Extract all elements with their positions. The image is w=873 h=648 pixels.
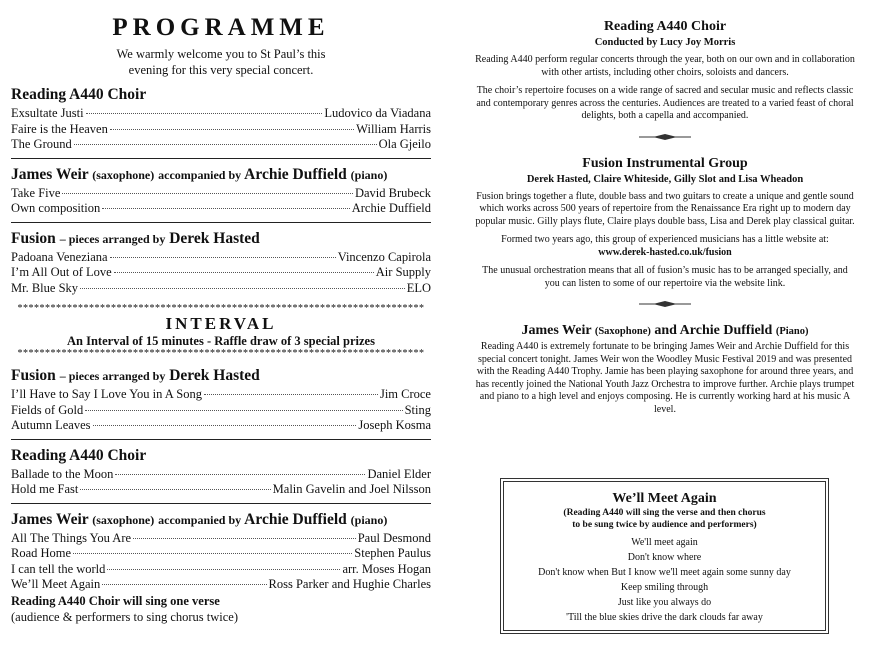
- dot-leader: [86, 113, 323, 114]
- programme-item: [11, 467, 431, 483]
- programme-item: [11, 201, 431, 217]
- performer-name: Archie Duffield: [244, 165, 347, 183]
- performer-role: (Saxophone): [594, 326, 651, 337]
- piece-title: Hold me Fast: [11, 482, 79, 496]
- dot-leader: [102, 208, 350, 209]
- heading-joiner: and: [654, 323, 677, 338]
- programme-item: [11, 186, 431, 202]
- about-fusion-paragraph-3: The unusual orchestration means that all of fusion’s music has to be arranged specially, and you can listen to some of our repertoire via the website link.: [482, 265, 848, 289]
- piece-title: Exsultate Justi: [11, 106, 84, 120]
- programme-list-duo-2: [11, 531, 431, 593]
- choir-verse-note: Reading A440 Choir will sing one verse: [11, 593, 220, 608]
- song-instructions-line-2: to be sung twice by audience and performers): [572, 520, 757, 530]
- arranger-name: Derek Hasted: [169, 229, 260, 247]
- dot-leader: [80, 288, 405, 289]
- piece-title: Faire is the Heaven: [11, 121, 108, 136]
- piece-title: Fields of Gold: [11, 402, 84, 417]
- composer-name: Sting: [404, 402, 431, 417]
- composer-name: Vincenzo Capirola: [337, 249, 431, 264]
- heading-note: – pieces arranged by: [59, 231, 166, 246]
- welcome-text: [11, 46, 431, 78]
- divider: [11, 158, 431, 159]
- programme-item: [11, 531, 431, 547]
- programme-list-choir-1: [11, 106, 431, 153]
- ornament-divider-icon: [475, 300, 855, 308]
- piece-title: Padoana Veneziana: [11, 249, 108, 264]
- star-divider: **************************************************************************: [17, 349, 425, 359]
- performer-name: Archie Duffield: [679, 323, 773, 338]
- song-instructions: [504, 507, 825, 531]
- welcome-line-1: We warmly welcome you to St Paul’s this: [116, 47, 326, 61]
- star-divider: **************************************************************************: [17, 304, 425, 314]
- piece-title: The Ground: [11, 137, 72, 151]
- performer-name: Archie Duffield: [244, 510, 347, 528]
- heading-joiner: accompanied by: [158, 167, 242, 182]
- divider: [11, 439, 431, 440]
- ornament-divider-icon: [475, 133, 855, 141]
- section-heading-choir-1: Reading A440 Choir: [11, 86, 147, 103]
- composer-name: Ludovico da Viadana: [324, 106, 431, 120]
- about-fusion-paragraph-2: Formed two years ago, this group of experienced musicians has a little website at:: [501, 234, 829, 245]
- programme-list-fusion-2: [11, 387, 431, 434]
- welcome-line-2: evening for this very special concert.: [128, 63, 314, 77]
- interval-note: An Interval of 15 minutes - Raffle draw of 3 special prizes: [67, 334, 375, 348]
- programme-item: [11, 137, 431, 153]
- dot-leader: [133, 538, 356, 539]
- group-name: Fusion: [11, 367, 56, 384]
- group-name: Fusion: [11, 229, 56, 247]
- programme-item: [11, 482, 431, 498]
- composer-name: ELO: [406, 280, 431, 295]
- section-heading-duo-2: [11, 511, 431, 529]
- piece-title: I’ll Have to Say I Love You in A Song: [11, 387, 202, 401]
- arranger-name: Derek Hasted: [169, 367, 260, 384]
- lyric-line: Keep smiling through: [620, 582, 709, 593]
- composer-name: William Harris: [356, 121, 431, 136]
- fusion-website-link[interactable]: www.derek-hasted.co.uk/fusion: [598, 246, 732, 258]
- lyric-line: Don't know when But I know we'll meet again some sunny day: [538, 567, 791, 578]
- performer-name: James Weir: [521, 323, 592, 338]
- piece-title: Road Home: [11, 546, 72, 560]
- programme-item: [11, 122, 431, 138]
- programme-item: [11, 265, 431, 281]
- piece-title: Mr. Blue Sky: [11, 280, 79, 295]
- composer-name: Daniel Elder: [367, 466, 431, 481]
- piece-title: Take Five: [11, 185, 61, 200]
- song-instructions-line-1: (Reading A440 will sing the verse and then chorus: [563, 508, 766, 518]
- about-duo-heading: [475, 322, 855, 341]
- performer-name: James Weir: [11, 510, 89, 528]
- piece-title: We’ll Meet Again: [11, 577, 101, 591]
- song-lyrics-box: [503, 481, 826, 631]
- programme-item: [11, 106, 431, 122]
- section-heading-fusion-1: [11, 230, 431, 248]
- performer-role: (saxophone): [92, 167, 155, 182]
- dot-leader: [204, 394, 378, 395]
- programme-item: [11, 562, 431, 578]
- heading-note: – pieces arranged by: [59, 369, 166, 383]
- composer-name: Ola Gjeilo: [378, 137, 431, 151]
- composer-name: Air Supply: [375, 265, 431, 279]
- programme-list-choir-2: [11, 467, 431, 498]
- lyrics-list: [504, 535, 825, 625]
- programme-item: [11, 546, 431, 562]
- dot-leader: [110, 129, 354, 130]
- composer-name: Malin Gavelin and Joel Nilsson: [272, 482, 431, 496]
- composer-name: Ross Parker and Hughie Charles: [268, 577, 431, 591]
- performer-role: (piano): [350, 167, 388, 182]
- programme-column: [11, 14, 431, 625]
- about-fusion-heading: Fusion Instrumental Group: [582, 155, 748, 171]
- programme-list-duo-1: [11, 186, 431, 217]
- performer-role: (Piano): [775, 326, 809, 337]
- piece-title: I’m All Out of Love: [11, 265, 112, 279]
- dot-leader: [110, 257, 336, 258]
- composer-name: Paul Desmond: [357, 530, 431, 545]
- composer-name: arr. Moses Hogan: [342, 561, 431, 576]
- interval-title: INTERVAL: [165, 314, 277, 333]
- composer-name: Stephen Paulus: [354, 546, 431, 560]
- programme-item: [11, 418, 431, 434]
- dot-leader: [93, 425, 357, 426]
- heading-joiner: accompanied by: [158, 512, 242, 527]
- section-heading-duo-1: [11, 166, 431, 184]
- dot-leader: [62, 193, 353, 194]
- programme-item: [11, 250, 431, 266]
- piece-title: All The Things You Are: [11, 530, 132, 545]
- programme-item: [11, 403, 431, 419]
- piece-title: Own composition: [11, 201, 101, 215]
- programme-list-fusion-1: [11, 250, 431, 297]
- section-heading-choir-2: Reading A440 Choir: [11, 446, 147, 464]
- lyric-line: 'Till the blue skies drive the dark clouds far away: [566, 612, 763, 623]
- lyric-line: We'll meet again: [631, 537, 698, 548]
- lyric-line: Don't know where: [627, 552, 702, 563]
- audience-chorus-note: (audience & performers to sing chorus twice): [11, 609, 239, 624]
- performer-role: (piano): [350, 512, 388, 527]
- dot-leader: [107, 569, 340, 570]
- programme-item: [11, 387, 431, 403]
- about-column: [475, 18, 855, 422]
- dot-leader: [102, 584, 266, 585]
- piece-title: Autumn Leaves: [11, 418, 91, 432]
- about-choir-heading: Reading A440 Choir: [603, 19, 727, 34]
- about-duo-paragraph: Reading A440 is extremely fortunate to be bringing James Weir and Archie Duffield for this special concert tonight. James Weir won the Woodley Music Festival 2019 and was presented with the Reading A440 Trophy. Jamie has been playing saxophone for around three years, and has recently joined the National Youth Jazz Orchestra to improve further. Archie plays trumpet and piano to a high level and enjoys composing. He is currently working hard at his music A level.: [475, 341, 855, 415]
- programme-item: [11, 281, 431, 297]
- composer-name: David Brubeck: [354, 185, 431, 200]
- performer-name: James Weir: [11, 165, 89, 183]
- composer-name: Archie Duffield: [351, 201, 431, 215]
- performer-role: (saxophone): [92, 512, 155, 527]
- section-heading-fusion-2: [11, 367, 431, 385]
- about-fusion-members: Derek Hasted, Claire Whiteside, Gilly Slot and Lisa Wheadon: [526, 173, 804, 185]
- programme-item: [11, 577, 431, 593]
- composer-name: Jim Croce: [379, 387, 431, 401]
- dot-leader: [85, 410, 402, 411]
- piece-title: Ballade to the Moon: [11, 466, 114, 481]
- piece-title: I can tell the world: [11, 561, 106, 576]
- composer-name: Joseph Kosma: [358, 418, 431, 432]
- about-choir-conductor: Conducted by Lucy Joy Morris: [594, 37, 736, 48]
- dot-leader: [115, 474, 365, 475]
- lyric-line: Just like you always do: [617, 597, 712, 608]
- song-title: We’ll Meet Again: [612, 491, 717, 506]
- about-choir-paragraph-1: Reading A440 perform regular concerts through the year, both on our own and in collaboration with other artists, including other choirs, soloists and dancers.: [475, 54, 855, 78]
- dot-leader: [73, 553, 352, 554]
- programme-title: PROGRAMME: [112, 14, 330, 41]
- divider: [11, 503, 431, 504]
- dot-leader: [114, 272, 374, 273]
- dot-leader: [80, 489, 270, 490]
- about-choir-paragraph-2: The choir’s repertoire focuses on a wide range of sacred and secular music and reflects classic and contemporary genres across the centuries. Audiences are treated to a varied feast of choral delights, both a capella and accompanied.: [476, 85, 854, 121]
- about-fusion-paragraph-1: Fusion brings together a flute, double bass and two guitars to create a unique and gentle sound which works across 500 years of repertoire from the Renaissance Era right up to modern day popular music. Gilly plays flute, Claire plays double bass, Lisa and Derek play classical guitar.: [475, 190, 855, 227]
- dot-leader: [74, 144, 377, 145]
- divider: [11, 222, 431, 223]
